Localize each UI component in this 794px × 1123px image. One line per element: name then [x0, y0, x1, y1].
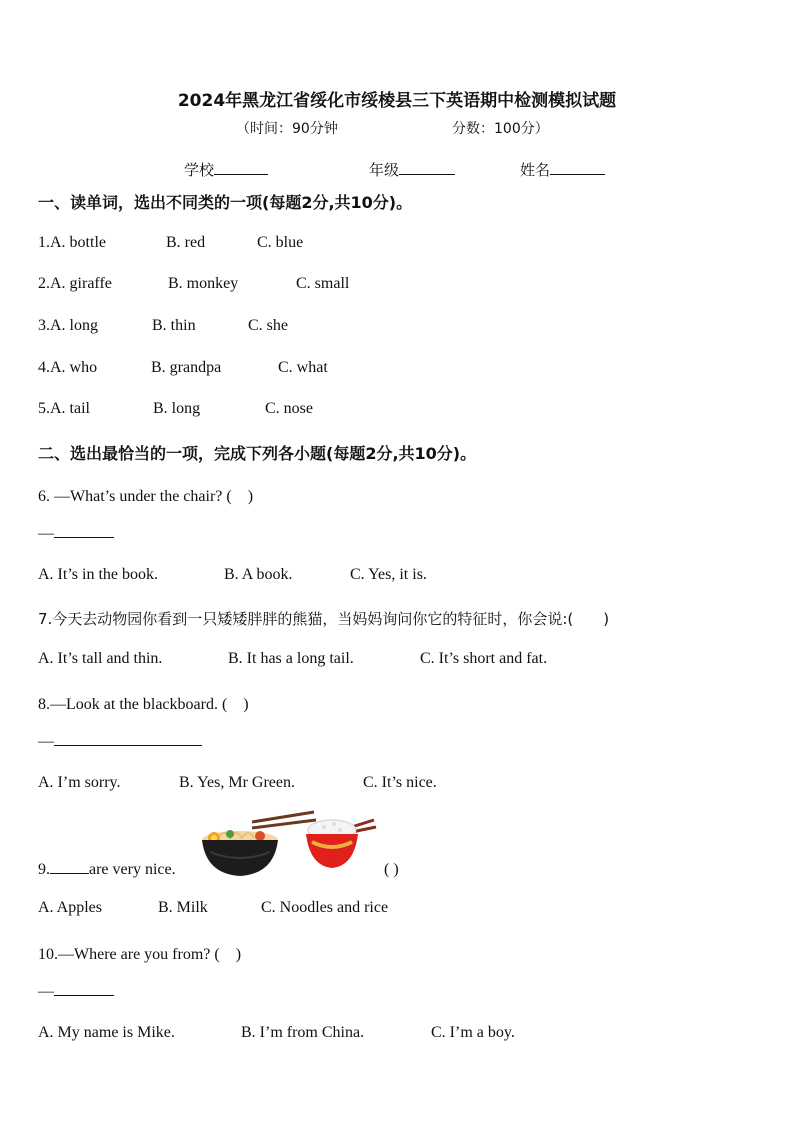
option-c: C. small [296, 275, 350, 292]
answer-blank [54, 745, 202, 746]
rice-bowl-image [302, 814, 378, 872]
option-a: A. My name is Mike. [38, 1024, 175, 1041]
time-label: （时间：90分钟 [236, 121, 338, 137]
option-a: A. I’m sorry. [38, 774, 121, 791]
option-b: B. grandpa [151, 359, 222, 376]
grade-field [369, 159, 455, 180]
question-8-stem: 8.—Look at the blackboard. ( ) [38, 696, 249, 713]
question-10-stem: 10.—Where are you from? ( ) [38, 946, 242, 963]
question-8-answer-line [38, 733, 202, 751]
question-6-stem: 6. —What’s under the chair? ( ) [38, 488, 254, 505]
name-field [520, 159, 605, 180]
page-title: 2024年黑龙江省绥化市绥棱县三下英语期中检测模拟试题 [177, 91, 617, 111]
option-a: A. Apples [38, 899, 102, 916]
grade-blank [399, 160, 455, 175]
question-number: 1. [38, 234, 50, 251]
question-10-answer-line [38, 983, 114, 1001]
school-label: 学校 [184, 161, 215, 179]
question-number: 3. [38, 317, 50, 334]
answer-blank [54, 995, 114, 996]
question-9-stem [38, 861, 176, 879]
dash: — [38, 983, 54, 1000]
question-6-answer-line [38, 525, 114, 543]
grade-label: 年级 [369, 161, 400, 179]
score-label: 分数：100分） [452, 121, 549, 137]
option-c: C. what [278, 359, 328, 376]
option-a: A. It’s tall and thin. [38, 650, 163, 667]
dash: — [38, 733, 54, 750]
option-b: B. monkey [168, 275, 239, 292]
option-c: C. she [248, 317, 288, 334]
option-a: A. It’s in the book. [38, 566, 158, 583]
question-number: 5. [38, 400, 50, 417]
option-a: A. long [50, 317, 98, 334]
option-c: C. It’s nice. [363, 774, 437, 791]
option-c: C. nose [265, 400, 313, 417]
option-c: C. Yes, it is. [350, 566, 427, 583]
stem-text: are very nice. [89, 861, 176, 878]
school-field [184, 159, 268, 180]
question-number: 4. [38, 359, 50, 376]
question-9-paren: ( ) [384, 861, 399, 878]
option-a: A. tail [50, 400, 90, 417]
option-b: B. thin [152, 317, 196, 334]
option-c: C. It’s short and fat. [420, 650, 548, 667]
option-b: B. long [153, 400, 201, 417]
school-blank [214, 160, 268, 175]
option-b: B. Milk [158, 899, 208, 916]
option-c: C. I’m a boy. [431, 1024, 515, 1041]
dash: — [38, 525, 54, 542]
option-a: A. giraffe [50, 275, 112, 292]
option-b: B. It has a long tail. [228, 650, 354, 667]
option-c: C. blue [257, 234, 304, 251]
option-b: B. Yes, Mr Green. [179, 774, 295, 791]
section2-heading: 二、选出最恰当的一项，完成下列各小题(每题2分,共10分)。 [38, 444, 477, 463]
name-label: 姓名 [520, 161, 551, 179]
option-a: A. who [50, 359, 98, 376]
section1-heading: 一、读单词，选出不同类的一项(每题2分,共10分)。 [38, 193, 413, 212]
option-b: B. I’m from China. [241, 1024, 365, 1041]
option-b: B. red [166, 234, 206, 251]
option-a: A. bottle [50, 234, 106, 251]
name-blank [550, 160, 605, 175]
option-b: B. A book. [224, 566, 293, 583]
option-c: C. Noodles and rice [261, 899, 389, 916]
question-7-stem: 7.今天去动物园你看到一只矮矮胖胖的熊猫，当妈妈询问你它的特征时，你会说:( ) [38, 610, 610, 628]
question-number: 9. [38, 861, 50, 878]
answer-blank [50, 873, 89, 874]
question-number: 2. [38, 275, 50, 292]
answer-blank [54, 537, 114, 538]
